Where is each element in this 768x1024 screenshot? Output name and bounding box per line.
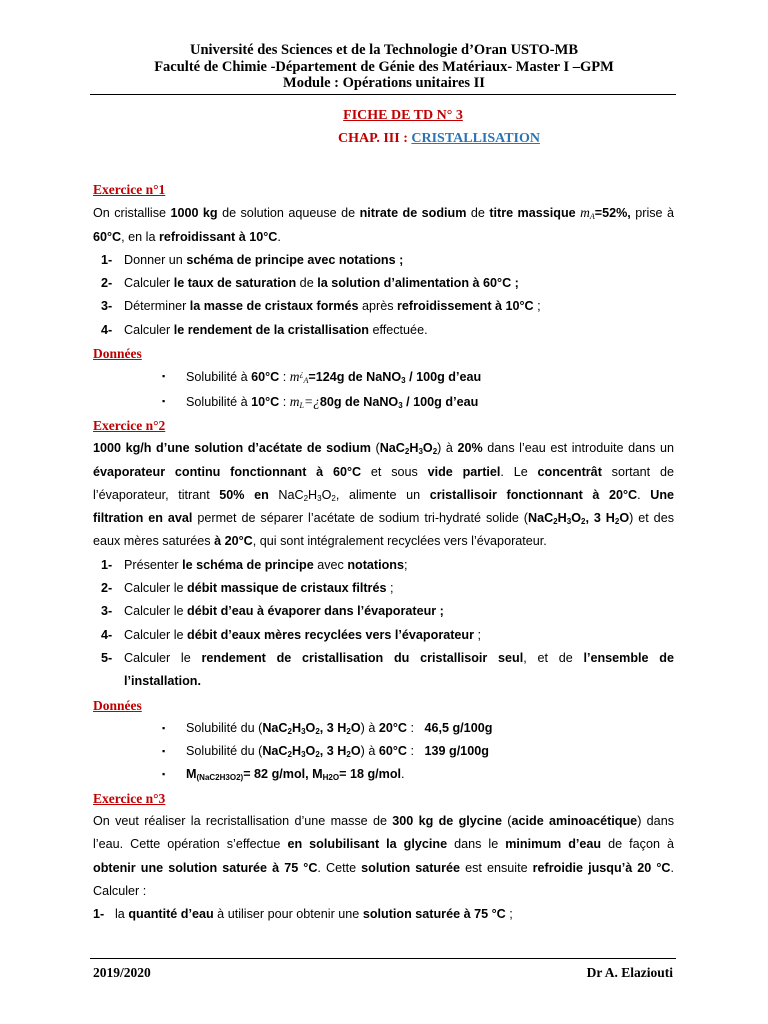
text: et sous <box>361 464 428 479</box>
text: . <box>637 487 651 502</box>
text: ; <box>533 299 541 314</box>
text: , alimente un <box>335 487 430 502</box>
exercise-3-para-line-2 <box>93 833 674 856</box>
subscript: 3 <box>418 447 423 457</box>
text: : <box>279 394 290 409</box>
text: ; <box>403 557 408 572</box>
bold-text: la masse de cristaux formés <box>189 299 359 314</box>
exercise-2-data-3 <box>93 763 674 786</box>
bold-text: le rendement de la cristallisation <box>173 322 369 337</box>
bold-text: minimum d’eau <box>505 837 602 852</box>
subscript: 3 <box>301 750 306 760</box>
formula-part: H <box>291 744 302 759</box>
text: l’évaporateur, titrant <box>93 487 220 502</box>
bold-text: refroidissant à 10°C <box>158 229 278 244</box>
question-number: 4- <box>101 322 113 337</box>
formula-part: O <box>350 744 361 759</box>
math-subscript: L <box>299 400 304 410</box>
bold-text: =52%, <box>594 206 631 221</box>
formula-part: , 3 H <box>319 720 347 735</box>
formula-part: NaC <box>527 511 554 526</box>
bold-text: l’ensemble de <box>583 650 674 665</box>
text: l’eau. Cette opération s’effectue <box>93 837 288 852</box>
bullet-icon: ▪ <box>162 746 166 757</box>
bold-text: titre massique <box>489 206 576 221</box>
subscript: 2 <box>346 726 351 736</box>
exercise-2-para-line-4 <box>93 507 674 530</box>
subscript: 2 <box>287 726 292 736</box>
chapter-line <box>0 131 768 147</box>
text: après <box>358 299 398 314</box>
exercise-2-question-5 <box>93 647 674 670</box>
formula-part: O <box>305 744 316 759</box>
chapter-separator: : <box>399 131 412 146</box>
question-number: 1- <box>93 907 105 922</box>
exercise-3-para-line-1 <box>93 810 674 833</box>
text: Calculer <box>124 322 174 337</box>
bold-text: 80g de NaNO <box>319 394 399 409</box>
exercise-3-question-1 <box>93 903 674 926</box>
text: Calculer le <box>124 650 202 665</box>
exercise-1-question-4 <box>93 319 674 342</box>
formula-part: NaC <box>278 487 304 502</box>
exercise-3-para-line-3 <box>93 857 674 880</box>
bold-text: notations <box>347 557 404 572</box>
document-header <box>0 42 768 92</box>
formula-part: NaC <box>262 744 288 759</box>
text: Solubilité à <box>186 394 252 409</box>
formula-part: H <box>308 487 318 502</box>
text: eaux mères saturées <box>93 534 215 549</box>
subscript: a <box>204 773 210 783</box>
bold-text: filtration en aval <box>93 511 193 526</box>
subscript: H2O <box>322 773 340 783</box>
question-number: 2- <box>101 581 113 596</box>
exercise-2-question-4 <box>93 624 674 647</box>
subscript: 2 <box>614 517 620 527</box>
subscript: 2 <box>303 493 309 503</box>
chapter-number: CHAP. III <box>337 131 400 146</box>
subscript: 2 <box>553 517 558 527</box>
text: Présenter <box>124 557 183 572</box>
text: est ensuite <box>460 860 533 875</box>
bold-text: en solubilisant la glycine <box>287 837 448 852</box>
text: , et de <box>523 650 584 665</box>
bold-text: obtenir une solution saturée à 75 °C <box>93 860 318 875</box>
bold-text: 1000 kg <box>170 206 218 221</box>
bold-text: 20°C <box>378 720 407 735</box>
text: Solubilité à <box>186 370 252 385</box>
bold-text: acide aminoacétique <box>511 814 638 829</box>
exercise-1-intro-line-2 <box>93 226 674 249</box>
bold-text: 139 g/100g <box>424 744 489 759</box>
module-line: Module : Opérations unitaires II <box>283 75 485 91</box>
sheet-title: FICHE DE TD N° 3 <box>343 108 463 123</box>
text: , qui sont intégralement recyclées vers l’évaporateur. <box>252 534 547 549</box>
text: . <box>670 860 674 875</box>
chapter-topic: CRISTALLISATION <box>411 131 541 146</box>
text: de façon à <box>601 837 674 852</box>
bold-text: le taux de saturation <box>173 276 297 291</box>
text: Calculer le <box>124 604 187 619</box>
subscript: 2 <box>580 517 586 527</box>
text: : <box>406 744 425 759</box>
subscript: 2 <box>315 750 320 760</box>
bold-text: 60°C <box>378 744 407 759</box>
bold-text: / 100g d’eau <box>405 370 482 385</box>
header-rule <box>90 94 676 95</box>
subscript: 3 <box>398 400 403 410</box>
text: Calculer <box>124 276 174 291</box>
exercise-1-question-3 <box>93 295 674 318</box>
bold-text: = 18 g/mol <box>339 767 402 782</box>
bold-text: =124g de NaNO <box>308 370 402 385</box>
math-letter: m <box>289 393 300 409</box>
formula-part: NaC <box>262 720 288 735</box>
math-symbol <box>580 205 595 220</box>
question-number: 5- <box>101 650 113 665</box>
text: de <box>296 276 318 291</box>
exercise-1-intro-line-1 <box>93 201 674 225</box>
exercise-2-title: Exercice n°2 <box>93 417 166 433</box>
formula-part: H <box>557 511 567 526</box>
exercise-3-calc-label: Calculer : <box>93 883 147 898</box>
bold-text: vide partiel <box>427 464 501 479</box>
text: . <box>277 229 281 244</box>
math-letter: m <box>580 205 590 221</box>
text: ; <box>386 581 394 596</box>
exercise-2-question-2 <box>93 577 674 600</box>
bold-text: 10°C <box>251 394 280 409</box>
text: ) à <box>437 441 458 456</box>
exercise-2-question-3 <box>93 600 674 623</box>
exercise-1-title: Exercice n°1 <box>93 182 166 197</box>
bold-text: solution saturée <box>361 860 461 875</box>
formula-part: O <box>321 487 332 502</box>
text: avec <box>313 557 348 572</box>
exercise-2-para-line-3 <box>93 484 674 507</box>
math-subscript: A <box>303 376 309 386</box>
bold-text: débit d’eaux mères recyclées vers l’évaporateur <box>187 627 475 642</box>
bold-text: solution saturée à 75 °C <box>362 907 506 922</box>
formula-part: O <box>619 511 630 526</box>
bold-text: = 82 g/mol, M <box>243 767 323 782</box>
bold-text: Une <box>650 487 675 502</box>
text: ) et des <box>629 511 674 526</box>
molar-mass-subscript <box>197 773 244 782</box>
text: de <box>466 206 490 221</box>
bold-text: l’installation. <box>124 674 201 689</box>
exercise-2-para-line-2 <box>93 461 674 484</box>
bold-text: 20% <box>457 441 483 456</box>
text: ) à <box>360 720 379 735</box>
exercise-2-data-2 <box>93 740 674 763</box>
bold-text: 60°C <box>93 229 122 244</box>
footer-rule <box>90 958 676 959</box>
text: ; <box>505 907 513 922</box>
bold-text: à 20°C <box>214 534 253 549</box>
bold-text: refroidie jusqu’à 20 °C <box>532 860 671 875</box>
formula-part: O <box>422 441 433 456</box>
text: à utiliser pour obtenir une <box>213 907 363 922</box>
formula-part: H <box>291 720 302 735</box>
bold-text: refroidissement à 10°C <box>397 299 534 314</box>
bold-text: quantité d’eau <box>128 907 214 922</box>
math-operator: =¿ <box>303 393 320 409</box>
exercise-1-question-2 <box>93 272 674 295</box>
text: dans le <box>447 837 506 852</box>
exercise-2-para-line-1 <box>93 437 674 460</box>
subscript: 2 <box>432 447 438 457</box>
bold-text: 46,5 g/100g <box>424 720 493 735</box>
text: , en la <box>121 229 159 244</box>
exercise-2-para-line-5 <box>93 530 674 553</box>
exercise-2-question-1 <box>93 554 674 577</box>
text: dans l’eau est introduite dans un <box>482 441 674 456</box>
bold-text: 300 kg de glycine <box>392 814 502 829</box>
question-number: 2- <box>101 276 113 291</box>
exercise-2-data-1 <box>93 717 674 740</box>
question-number: 3- <box>101 299 113 314</box>
text: . <box>401 767 405 782</box>
question-number: 1- <box>101 252 113 267</box>
text: . Cette <box>317 860 362 875</box>
subscript: 3 <box>401 376 406 386</box>
bold-text: M <box>186 767 197 782</box>
text: On cristallise <box>93 206 171 221</box>
bold-text: nitrate de sodium <box>359 206 467 221</box>
text: Déterminer <box>124 299 190 314</box>
subscript: 2 <box>315 726 320 736</box>
bold-text: 1000 kg/h d’une solution d’acétate de sodium <box>93 441 371 456</box>
bold-text: 50% en <box>219 487 279 502</box>
formula-part: , 3 H <box>585 511 615 526</box>
text: ; <box>474 627 482 642</box>
footer-year: 2019/2020 <box>93 965 151 980</box>
formula-part: O <box>571 511 581 526</box>
document-body <box>93 178 674 927</box>
subscript: 3 <box>566 517 572 527</box>
bold-text: le schéma de principe <box>182 557 314 572</box>
bold-text: la solution d’alimentation à 60°C ; <box>317 276 519 291</box>
bold-text: débit massique de cristaux filtrés <box>187 581 387 596</box>
formula-part: H <box>409 441 419 456</box>
exercise-1-data-1 <box>93 365 674 389</box>
question-number: 3- <box>101 604 113 619</box>
text: sortant de <box>601 464 674 479</box>
bullet-icon: ▪ <box>162 722 166 733</box>
text: ( <box>502 814 512 829</box>
bold-text: schéma de principe avec notations ; <box>186 252 404 267</box>
text: prise à <box>630 206 674 221</box>
math-subscript: A <box>589 212 595 222</box>
text: On veut réaliser la recristallisation d’une masse de <box>93 814 393 829</box>
text: Calculer le <box>124 581 187 596</box>
footer-author: Dr A. Elaziouti <box>586 965 673 980</box>
exercise-1-data-title: Données <box>93 346 142 362</box>
formula-part: NaC <box>379 441 405 456</box>
bullet-icon: ▪ <box>162 371 166 382</box>
exercise-1-question-1 <box>93 249 674 272</box>
subscript: 2 <box>331 493 336 503</box>
exercise-3-title: Exercice n°3 <box>93 790 166 806</box>
math-superscript: ¿ <box>299 369 304 379</box>
question-number: 4- <box>101 627 113 642</box>
bold-text: concentrât <box>537 464 602 479</box>
formula-part: , 3 H <box>319 744 347 759</box>
text: Solubilité du ( <box>186 720 263 735</box>
text: . Le <box>500 464 538 479</box>
text: effectuée. <box>368 322 428 337</box>
bold-text: / 100g d’eau <box>402 394 479 409</box>
exercise-2-question-5-continued <box>93 670 674 693</box>
subscript: 2 <box>346 750 351 760</box>
text: Solubilité du ( <box>186 744 263 759</box>
text: Calculer le <box>124 627 187 642</box>
subscript: 3 <box>317 493 322 503</box>
bold-text: débit d’eau à évaporer dans l’évaporateur ; <box>187 604 444 619</box>
subscript: 3 <box>301 726 306 736</box>
formula-part: O <box>305 720 316 735</box>
exercise-1-data-2 <box>93 390 674 414</box>
text: : <box>406 720 425 735</box>
subscript: C2H3O2) <box>209 773 244 783</box>
formula-part: O <box>350 720 361 735</box>
math-symbol <box>290 394 320 409</box>
text: ) dans <box>637 814 674 829</box>
subscript: 2 <box>404 447 410 457</box>
subscript: (N <box>196 773 205 783</box>
text: ) à <box>360 744 379 759</box>
bold-text: évaporateur continu fonctionnant à 60°C <box>93 464 362 479</box>
bullet-icon: ▪ <box>162 769 166 780</box>
question-number: 1- <box>101 557 113 572</box>
sheet-heading <box>0 108 768 147</box>
university-line: Université des Sciences et de la Technologie d’Oran USTO-MB <box>189 42 578 58</box>
text: la <box>115 907 129 922</box>
text: de solution aqueuse de <box>217 206 360 221</box>
bold-text: rendement de cristallisation du cristallisoir seul <box>201 650 524 665</box>
math-symbol <box>290 369 309 384</box>
bullet-icon: ▪ <box>162 395 166 406</box>
text: ( <box>370 441 380 456</box>
text: Donner un <box>124 252 187 267</box>
bold-text: 60°C <box>251 370 280 385</box>
text: : <box>279 370 290 385</box>
subscript: 2 <box>287 750 292 760</box>
exercise-2-data-title: Données <box>93 697 142 713</box>
text: permet de séparer l’acétate de sodium tri-hydraté solide ( <box>192 511 528 526</box>
faculty-line: Faculté de Chimie -Département de Génie des Matériaux- Master I –GPM <box>154 58 614 75</box>
math-letter: m <box>289 369 300 385</box>
bold-text: cristallisoir fonctionnant à 20°C <box>429 487 638 502</box>
